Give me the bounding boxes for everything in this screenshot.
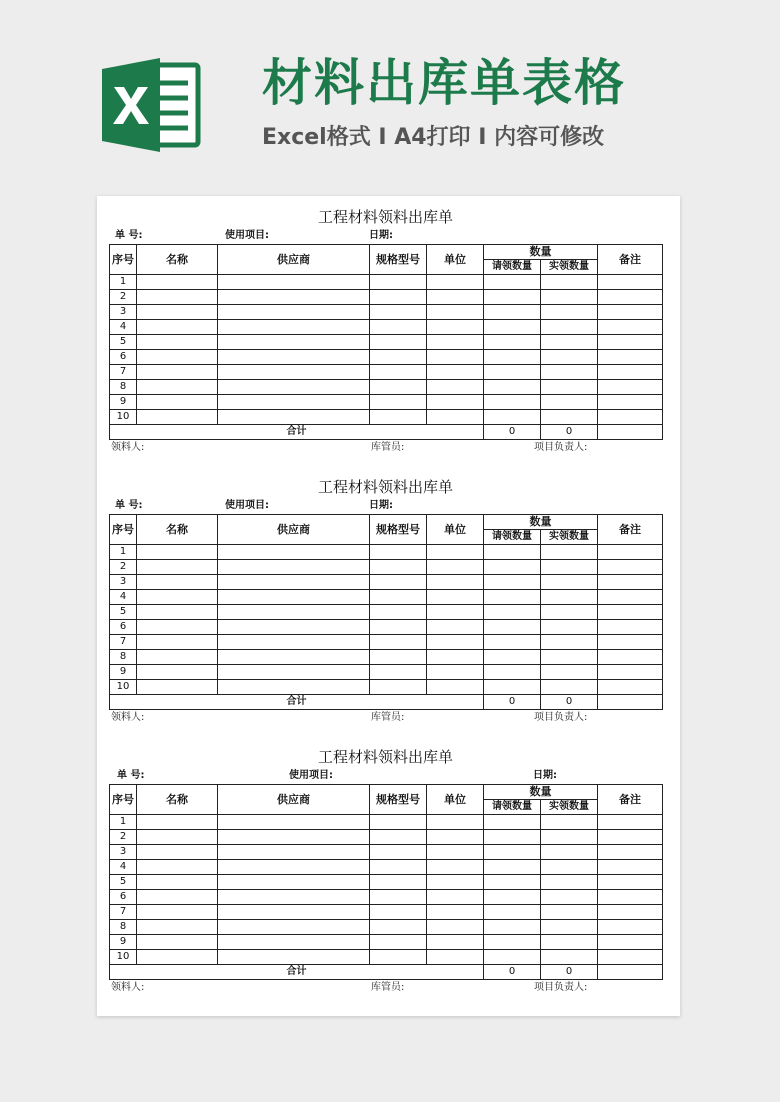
- table-row: [110, 545, 663, 560]
- table-row: [110, 380, 663, 395]
- project-label: 使用项目:: [225, 230, 269, 241]
- keeper-label: 库管员:: [371, 442, 405, 453]
- keeper-label: 库管员:: [371, 982, 405, 993]
- row-seq: 7: [110, 905, 137, 920]
- total-req-qty: 0: [484, 965, 541, 980]
- col-qty: 数量: [484, 245, 598, 260]
- table-row: [110, 320, 663, 335]
- form-title: 工程材料领料出库单: [317, 748, 453, 766]
- row-seq: 4: [110, 860, 137, 875]
- total-label: 合计: [110, 965, 484, 980]
- form-title: 工程材料领料出库单: [317, 478, 453, 496]
- table-row: [110, 350, 663, 365]
- col-qty: 数量: [484, 515, 598, 530]
- row-seq: 5: [110, 875, 137, 890]
- row-seq: 2: [110, 830, 137, 845]
- form-title: 工程材料领料出库单: [317, 208, 453, 226]
- col-actual-qty: 实领数量: [541, 530, 598, 545]
- table-row: [110, 845, 663, 860]
- col-req-qty: 请领数量: [484, 260, 541, 275]
- row-seq: 6: [110, 620, 137, 635]
- items-table: [109, 784, 663, 980]
- row-seq: 3: [110, 305, 137, 320]
- order-no-label: 单 号:: [115, 230, 143, 241]
- page-title: 材料出库单表格: [262, 54, 626, 112]
- table-row: [110, 290, 663, 305]
- total-actual-qty: 0: [541, 425, 598, 440]
- total-req-qty: 0: [484, 695, 541, 710]
- table-row: [110, 560, 663, 575]
- col-name: 名称: [137, 245, 218, 275]
- row-seq: 9: [110, 395, 137, 410]
- form-footer: [109, 980, 662, 996]
- table-row: [110, 665, 663, 680]
- table-row: [110, 635, 663, 650]
- table-row: [110, 860, 663, 875]
- table-row: [110, 620, 663, 635]
- col-unit: 单位: [427, 785, 484, 815]
- col-remark: 备注: [598, 245, 663, 275]
- table-row: [110, 830, 663, 845]
- row-seq: 7: [110, 365, 137, 380]
- table-row: [110, 680, 663, 695]
- order-no-label: 单 号:: [117, 770, 145, 781]
- table-row: [110, 650, 663, 665]
- row-seq: 8: [110, 920, 137, 935]
- receiver-label: 领料人:: [111, 712, 145, 723]
- col-remark: 备注: [598, 515, 663, 545]
- row-seq: 2: [110, 290, 137, 305]
- row-seq: 10: [110, 950, 137, 965]
- col-spec: 规格型号: [370, 245, 427, 275]
- col-actual-qty: 实领数量: [541, 800, 598, 815]
- total-req-qty: 0: [484, 425, 541, 440]
- page-subtitle: Excel格式 I A4打印 I 内容可修改: [262, 125, 605, 150]
- table-row: [110, 410, 663, 425]
- manager-label: 项目负责人:: [534, 982, 588, 993]
- row-seq: 6: [110, 890, 137, 905]
- col-actual-qty: 实领数量: [541, 260, 598, 275]
- col-unit: 单位: [427, 245, 484, 275]
- col-spec: 规格型号: [370, 515, 427, 545]
- row-seq: 1: [110, 275, 137, 290]
- table-row: [110, 395, 663, 410]
- col-qty: 数量: [484, 785, 598, 800]
- receiver-label: 领料人:: [111, 442, 145, 453]
- row-seq: 5: [110, 605, 137, 620]
- date-label: 日期:: [369, 230, 393, 241]
- col-spec: 规格型号: [370, 785, 427, 815]
- col-req-qty: 请领数量: [484, 800, 541, 815]
- row-seq: 10: [110, 410, 137, 425]
- table-row: [110, 815, 663, 830]
- table-row: [110, 890, 663, 905]
- document-sheet: [97, 196, 680, 1016]
- manager-label: 项目负责人:: [534, 712, 588, 723]
- col-supplier: 供应商: [218, 515, 370, 545]
- total-actual-qty: 0: [541, 695, 598, 710]
- col-remark: 备注: [598, 785, 663, 815]
- excel-icon: [100, 55, 204, 155]
- total-row: [110, 425, 663, 440]
- col-seq: 序号: [110, 245, 137, 275]
- col-name: 名称: [137, 515, 218, 545]
- col-name: 名称: [137, 785, 218, 815]
- row-seq: 1: [110, 815, 137, 830]
- total-label: 合计: [110, 425, 484, 440]
- col-supplier: 供应商: [218, 785, 370, 815]
- items-table: [109, 244, 663, 440]
- table-row: [110, 875, 663, 890]
- date-label: 日期:: [533, 770, 557, 781]
- form-info-row: [109, 768, 662, 784]
- row-seq: 4: [110, 590, 137, 605]
- row-seq: 3: [110, 575, 137, 590]
- total-row: [110, 695, 663, 710]
- row-seq: 8: [110, 650, 137, 665]
- row-seq: 9: [110, 935, 137, 950]
- row-seq: 6: [110, 350, 137, 365]
- row-seq: 4: [110, 320, 137, 335]
- table-row: [110, 605, 663, 620]
- form-footer: [109, 440, 662, 456]
- manager-label: 项目负责人:: [534, 442, 588, 453]
- col-seq: 序号: [110, 785, 137, 815]
- row-seq: 9: [110, 665, 137, 680]
- form-info-row: [109, 498, 662, 514]
- keeper-label: 库管员:: [371, 712, 405, 723]
- row-seq: 2: [110, 560, 137, 575]
- table-row: [110, 905, 663, 920]
- row-seq: 7: [110, 635, 137, 650]
- table-row: [110, 920, 663, 935]
- order-no-label: 单 号:: [115, 500, 143, 511]
- table-row: [110, 950, 663, 965]
- col-supplier: 供应商: [218, 245, 370, 275]
- project-label: 使用项目:: [289, 770, 333, 781]
- table-row: [110, 305, 663, 320]
- table-row: [110, 575, 663, 590]
- row-seq: 8: [110, 380, 137, 395]
- table-row: [110, 275, 663, 290]
- table-row: [110, 335, 663, 350]
- total-row: [110, 965, 663, 980]
- row-seq: 3: [110, 845, 137, 860]
- date-label: 日期:: [369, 500, 393, 511]
- total-actual-qty: 0: [541, 965, 598, 980]
- table-row: [110, 935, 663, 950]
- row-seq: 1: [110, 545, 137, 560]
- col-req-qty: 请领数量: [484, 530, 541, 545]
- total-label: 合计: [110, 695, 484, 710]
- row-seq: 5: [110, 335, 137, 350]
- col-unit: 单位: [427, 515, 484, 545]
- col-seq: 序号: [110, 515, 137, 545]
- table-row: [110, 365, 663, 380]
- form-footer: [109, 710, 662, 726]
- row-seq: 10: [110, 680, 137, 695]
- receiver-label: 领料人:: [111, 982, 145, 993]
- table-row: [110, 590, 663, 605]
- project-label: 使用项目:: [225, 500, 269, 511]
- items-table: [109, 514, 663, 710]
- form-info-row: [109, 228, 662, 244]
